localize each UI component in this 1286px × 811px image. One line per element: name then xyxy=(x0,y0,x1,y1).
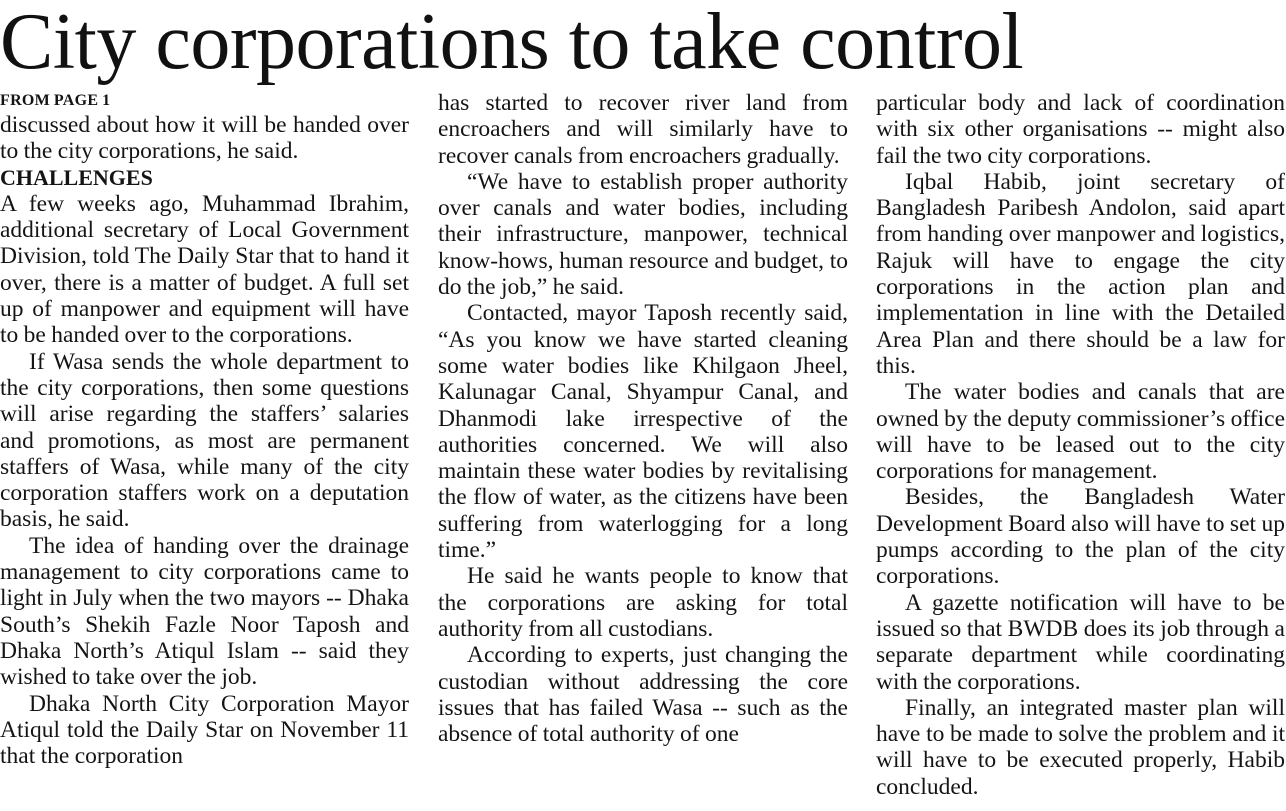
paragraph: The water bodies and canals that are owned by the deputy commissioner’s office will have to be leased out to the city corporations for management. xyxy=(876,379,1285,485)
paragraph: The idea of handing over the drainage management to city corporations came to light in July when the two mayors -- Dhaka South’s Shekih Fazle Noor Taposh and Dhaka North’s Atiqul Islam -- said they wished to take over the job. xyxy=(0,532,409,691)
paragraph: discussed about how it will be handed over to the city corporations, he said. xyxy=(0,112,409,165)
paragraph: Contacted, mayor Taposh recently said, “As you know we have started cleaning some water bodies like Khilgaon Jheel, Kalunagar Canal, Shyampur Canal, and Dhanmodi lake irrespective of the authorities concerned. We will also maintain these water bodies by revitalising the flow of water, as the citizens have been suffering from waterlogging for a long time.” xyxy=(438,300,848,564)
paragraph: If Wasa sends the whole department to the city corporations, then some questions will arise regarding the staffers’ salaries and promotions, as most are permanent staffers of Wasa, while many of the city corporation staffers work on a deputation basis, he said. xyxy=(0,348,409,533)
paragraph: Iqbal Habib, joint secretary of Bangladesh Paribesh Andolon, said apart from handing over manpower and logistics, Rajuk will have to engage the city corporations in the action plan and implementation in line with the Detailed Area Plan and there should be a law for this. xyxy=(876,168,1285,379)
paragraph: Dhaka North City Corporation Mayor Atiqul told the Daily Star on November 11 that the corporation xyxy=(0,690,409,770)
paragraph: particular body and lack of coordination with six other organisations -- might also fail the two city corporations. xyxy=(876,90,1285,169)
paragraph: According to experts, just changing the custodian without addressing the core issues that has failed Wasa -- such as the absence of total authority of one xyxy=(438,642,848,748)
section-subhead: CHALLENGES xyxy=(0,164,153,190)
paragraph: has started to recover river land from encroachers and will similarly have to recover canals from encroachers gradually. xyxy=(438,90,848,169)
column-1 xyxy=(0,90,409,769)
paragraph: A gazette notification will have to be issued so that BWDB does its job through a separate department while coordinating with the corporations. xyxy=(876,589,1285,695)
paragraph: He said he wants people to know that the corporations are asking for total authority from all custodians. xyxy=(438,563,848,642)
column-2 xyxy=(438,90,848,747)
headline: City corporations to take control xyxy=(0,0,1024,86)
column-3 xyxy=(876,90,1285,800)
paragraph: A few weeks ago, Muhammad Ibrahim, additional secretary of Local Government Division, told The Daily Star that to hand it over, there is a matter of budget. A full set up of manpower and equipment will have to be handed over to the corporations. xyxy=(0,190,409,349)
paragraph: “We have to establish proper authority over canals and water bodies, including their infrastructure, manpower, technical know-hows, human resource and budget, to do the job,” he said. xyxy=(438,168,848,301)
paragraph: Besides, the Bangladesh Water Development Board also will have to set up pumps according to the plan of the city corporations. xyxy=(876,484,1285,590)
continuation-kicker: FROM PAGE 1 xyxy=(0,92,111,109)
paragraph: Finally, an integrated master plan will have to be made to solve the problem and it will have to be executed properly, Habib concluded. xyxy=(876,694,1285,800)
